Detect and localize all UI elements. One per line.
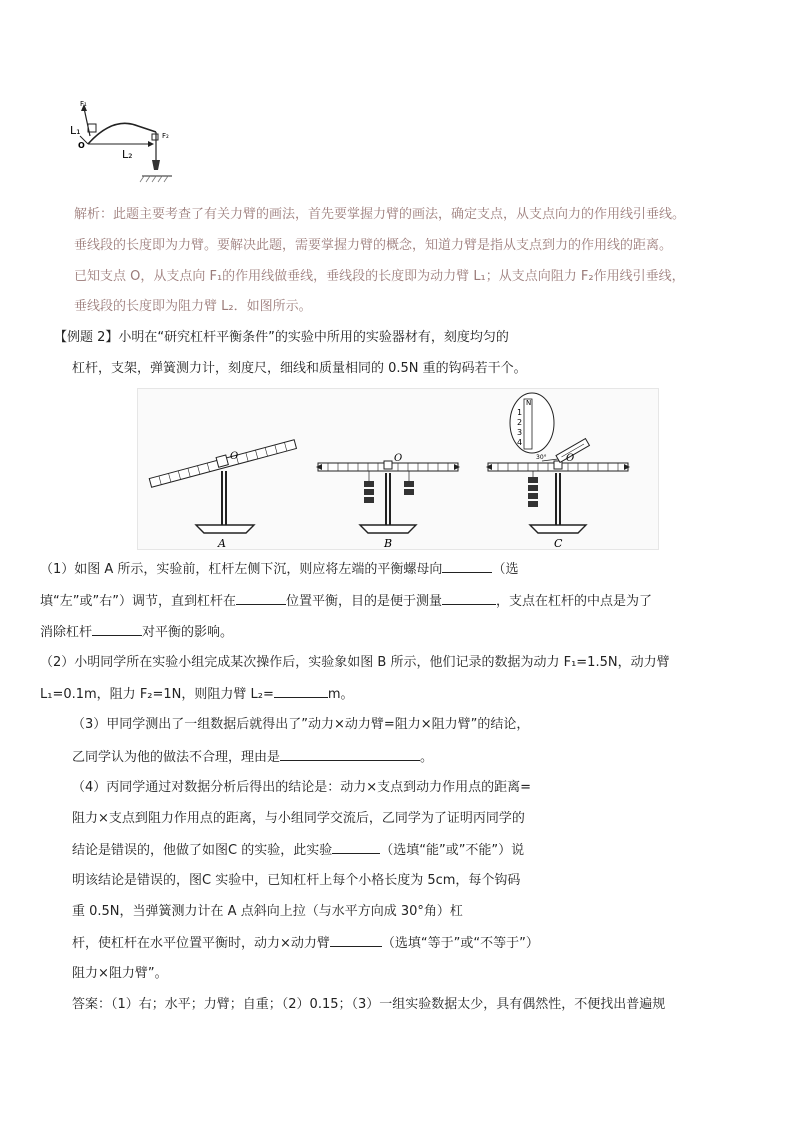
q3-text-a: 乙同学认为他的做法不合理，理由是 (72, 750, 281, 765)
label-c: C (554, 537, 563, 549)
angle-label: 30° (536, 454, 547, 461)
setup-c (486, 393, 630, 549)
q3-line-2 (72, 748, 433, 767)
q1-blank-direction (442, 560, 492, 573)
example2-line-2: 杠杆，支架，弹簧测力计，刻度尺，细线和质量相同的 0.5N 重的钩码若干个。 (72, 361, 527, 376)
q4-text-d: （选填“等于”或“不等于”） (381, 936, 539, 951)
q4-line-5: 重 0.5N，当弹簧测力计在 A 点斜向上拉（与水平方向成 30°角）杠 (72, 904, 463, 919)
q4-line-4: 明该结论是错误的，图C 实验中，已知杠杆上每个小格长度为 5cm，每个钩码 (72, 873, 521, 888)
q1-text-d: 位置平衡，目的是便于测量 (285, 594, 442, 609)
label-a: A (218, 537, 226, 549)
q3-blank-reason (280, 748, 420, 761)
analysis-line-2: 垂线段的长度即为力臂。要解决此题，需要掌握力臂的概念，知道力臂是指从支点到力的作用线的距离。 (74, 238, 673, 253)
q4-text-c: 杆，使杠杆在水平位置平衡时，动力×动力臂 (72, 936, 330, 951)
q4-line-1: （4）丙同学通过对数据分析后得出的结论是：动力×支点到动力作用点的距离= (72, 780, 532, 795)
analysis-line-3: 已知支点 O，从支点向 F₁的作用线做垂线，垂线段的长度即为动力臂 L₁；从支点向阻力 F₂作用线引垂线， (74, 269, 685, 284)
pivot-o-a: O (230, 451, 239, 462)
q1-text-e: ，支点在杠杆的中点是为了 (495, 594, 652, 609)
l2-label: L₂ (122, 148, 133, 161)
q1-blank-weight (92, 623, 142, 636)
q2-text-b: m。 (327, 687, 354, 702)
scale-3: 3 (517, 428, 523, 437)
q1-text-b: （选 (492, 562, 519, 577)
analysis-line-4: 垂线段的长度即为阻力臂 L₂．如图所示。 (74, 299, 312, 314)
q4-line-6 (72, 934, 539, 953)
l1-label: L₁ (70, 124, 81, 137)
setup-a (148, 437, 296, 549)
f1-label: F₁ (80, 100, 87, 108)
q1-line-1 (40, 560, 518, 579)
q4-line-7: 阻力×阻力臂”。 (72, 966, 168, 981)
q2-line-1: （2）小明同学所在实验小组完成某次操作后，实验象如图 B 所示，他们记录的数据为动力 F₁=1.5N，动力臂 (40, 655, 670, 670)
pivot-o-c: O (566, 453, 575, 464)
label-b: B (384, 537, 393, 549)
q3-line-1: （3）甲同学测出了一组数据后就得出了”动力×动力臂=阻力×阻力臂”的结论， (72, 717, 530, 732)
q1-text-c: 填“左”或”右”）调节，直到杠杆在 (40, 594, 236, 609)
q4-text-b: （选填“能”或”不能”）说 (380, 843, 525, 858)
pivot-o-label: O (78, 141, 85, 150)
q2-blank-arm (274, 685, 328, 698)
scale-unit: N (526, 399, 532, 407)
answer-line: 答案：（1）右；水平；力臂；自重；（2）0.15；（3）一组实验数据太少，具有偶然性，不便找出普遍规 (72, 997, 666, 1012)
scale-1: 1 (517, 408, 523, 417)
q1-line-3 (40, 623, 233, 642)
q4-line-3 (72, 841, 524, 860)
setup-b (316, 453, 460, 549)
f2-label: F₂ (162, 132, 169, 140)
q3-text-b: 。 (420, 750, 434, 765)
scale-4: 4 (517, 438, 523, 447)
q1-line-2 (40, 592, 652, 611)
pivot-o-b: O (394, 453, 403, 464)
scale-2: 2 (517, 418, 523, 427)
q2-text-a: L₁=0.1m，阻力 F₂=1N，则阻力臂 L₂= (40, 687, 274, 702)
q1-text-a: （1）如图 A 所示，实验前，杠杆左侧下沉，则应将左端的平衡螺母向 (40, 562, 443, 577)
q4-text-a: 结论是错误的，他做了如图C 的实验，此实验 (72, 843, 333, 858)
q1-blank-measure (442, 592, 496, 605)
q1-text-g: 对平衡的影响。 (142, 625, 234, 640)
example2-line-1: 【例题 2】小明在“研究杠杆平衡条件”的实验中所用的实验器材有，刻度均匀的 (54, 330, 509, 345)
lever-experiment-figure (137, 388, 659, 550)
q1-blank-position (236, 592, 286, 605)
q4-blank-can (332, 841, 380, 854)
q1-text-f: 消除杠杆 (40, 625, 93, 640)
lever-force-arm-diagram (68, 98, 188, 190)
analysis-line-1: 解析：此题主要考查了有关力臂的画法，首先要掌握力臂的画法，确定支点，从支点向力的作用线引垂线。 (74, 207, 686, 222)
q4-line-2: 阻力×支点到阻力作用点的距离，与小组同学交流后，乙同学为了证明丙同学的 (72, 811, 525, 826)
q4-blank-equal (330, 934, 382, 947)
q2-line-2 (40, 685, 354, 704)
